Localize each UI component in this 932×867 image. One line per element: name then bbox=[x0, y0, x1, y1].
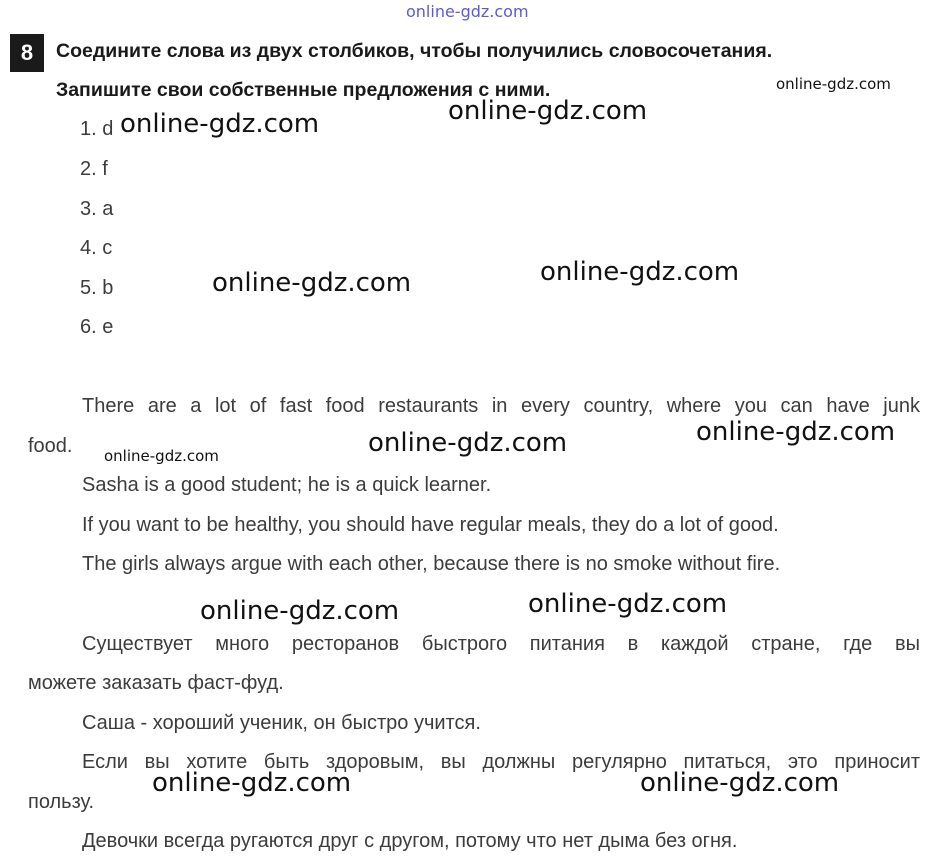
answer-item: 6. e bbox=[80, 316, 114, 338]
answer-item: 3. a bbox=[80, 198, 114, 220]
watermark: online-gdz.com bbox=[212, 268, 412, 298]
russian-sentence-1-line2: можете заказать фаст-фуд. bbox=[28, 672, 284, 694]
answer-item: 4. c bbox=[80, 237, 113, 259]
answer-item: 5. b bbox=[80, 277, 114, 299]
watermark: online-gdz.com bbox=[640, 768, 840, 798]
watermark: online-gdz.com bbox=[776, 75, 891, 93]
watermark: online-gdz.com bbox=[540, 257, 740, 287]
russian-sentence-3-line1: Если вы хотите быть здоровым, вы должны регулярно питаться, это приносит bbox=[82, 751, 920, 773]
russian-sentence-4: Девочки всегда ругаются друг с другом, потому что нет дыма без огня. bbox=[82, 830, 738, 852]
watermark: online-gdz.com bbox=[152, 768, 352, 798]
russian-sentence-1-line1: Существует много ресторанов быстрого питания в каждой стране, где вы bbox=[82, 633, 920, 655]
watermark: online-gdz.com bbox=[696, 417, 896, 447]
answer-item: 1. d bbox=[80, 118, 114, 140]
watermark: online-gdz.com bbox=[120, 109, 320, 139]
english-sentence-1-line2: food. bbox=[28, 435, 73, 457]
watermark: online-gdz.com bbox=[104, 447, 219, 465]
watermark: online-gdz.com bbox=[528, 589, 728, 619]
english-sentence-3: If you want to be healthy, you should have regular meals, they do a lot of good. bbox=[82, 514, 779, 536]
answer-item: 2. f bbox=[80, 158, 108, 180]
site-watermark-top: online-gdz.com bbox=[406, 2, 529, 21]
task-instruction-line1: Соедините слова из двух столбиков, чтобы получились словосочетания. bbox=[56, 40, 773, 62]
task-number-badge: 8 bbox=[10, 34, 44, 72]
task-instruction-line2: Запишите свои собственные предложения с ними. bbox=[56, 79, 551, 101]
watermark: online-gdz.com bbox=[200, 596, 400, 626]
watermark: online-gdz.com bbox=[448, 96, 648, 126]
russian-sentence-3-line2: пользу. bbox=[28, 791, 95, 813]
russian-sentence-2: Саша - хороший ученик, он быстро учится. bbox=[82, 712, 481, 734]
watermark: online-gdz.com bbox=[368, 428, 568, 458]
english-sentence-2: Sasha is a good student; he is a quick learner. bbox=[82, 474, 492, 496]
english-sentence-4: The girls always argue with each other, because there is no smoke without fire. bbox=[82, 553, 781, 575]
english-sentence-1-line1: There are a lot of fast food restaurants in every country, where you can have junk bbox=[82, 395, 920, 417]
